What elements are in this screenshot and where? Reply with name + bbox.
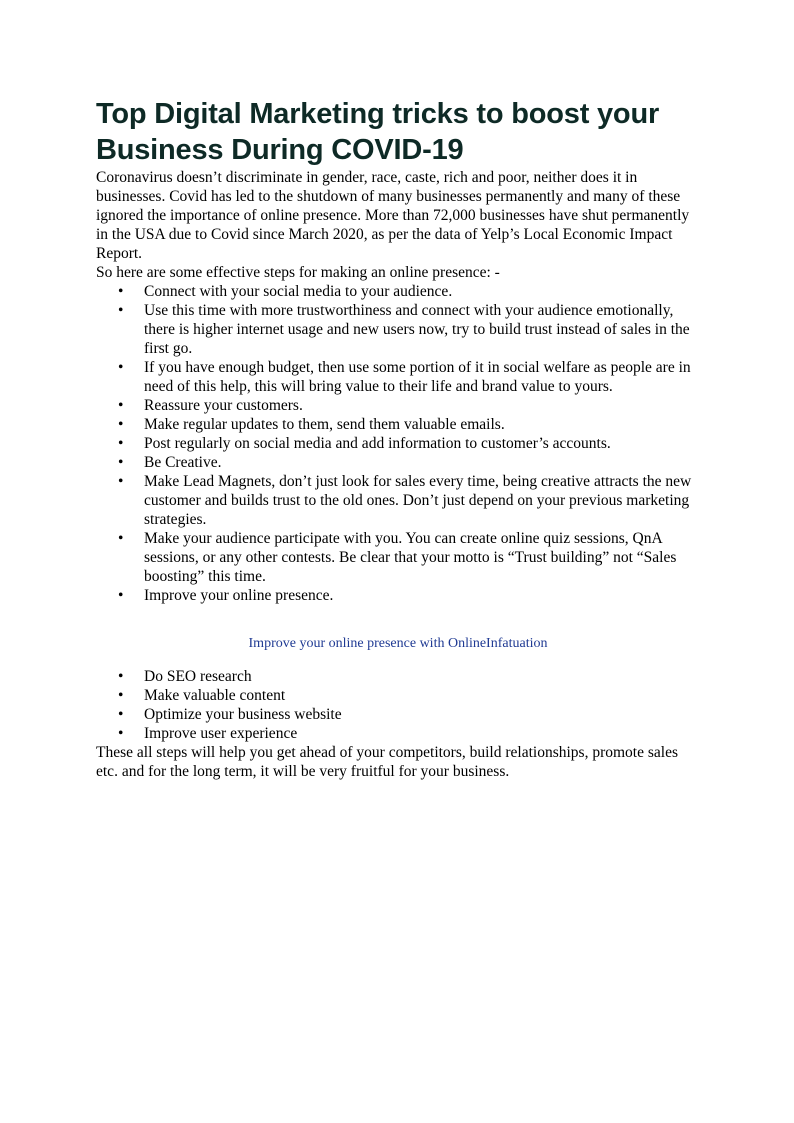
intro-paragraph: Coronavirus doesn’t discriminate in gender, race, caste, rich and poor, neither does it in businesses. Covid has led to the shutdown of many businesses permanently and many of these ignored the importance of online presence. More than 72,000 businesses have shut permanently in the USA due to Covid since March 2020, as per the data of Yelp’s Local Economic Impact Report. xyxy=(96,169,690,262)
bullet-list-seo xyxy=(96,667,700,743)
list-item xyxy=(96,358,700,396)
list-item-text: Connect with your social media to your audience. xyxy=(144,283,453,300)
bullet-icon: • xyxy=(118,706,124,723)
list-item-text: Improve user experience xyxy=(144,725,298,742)
list-item xyxy=(96,586,700,605)
bullet-list-online-presence xyxy=(96,282,700,453)
list-item-text: If you have enough budget, then use some portion of it in social welfare as people are in need of this help, this will bring value to their life and brand value to yours. xyxy=(144,359,691,395)
bullet-list-creative xyxy=(96,453,700,605)
bullet-icon: • xyxy=(118,687,124,704)
list-item-text: Optimize your business website xyxy=(144,706,342,723)
list-item xyxy=(96,396,700,415)
bullet-icon: • xyxy=(118,473,124,490)
bullet-icon: • xyxy=(118,530,124,547)
list-item xyxy=(96,724,700,743)
bullet-icon: • xyxy=(118,587,124,604)
bullet-icon: • xyxy=(118,454,124,471)
list-item xyxy=(96,434,700,453)
bullet-icon: • xyxy=(118,668,124,685)
list-item-text: Make regular updates to them, send them valuable emails. xyxy=(144,416,505,433)
list-item xyxy=(96,529,700,586)
list-item-text: Make valuable content xyxy=(144,687,286,704)
list-item xyxy=(96,667,700,686)
bullet-icon: • xyxy=(118,397,124,414)
bullet-icon: • xyxy=(118,416,124,433)
list-item xyxy=(96,415,700,434)
bullet-icon: • xyxy=(118,725,124,742)
list-item-text: Use this time with more trustworthiness and connect with your audience emotionally, there is higher internet usage and new users now, try to build trust instead of sales in the first go. xyxy=(144,302,690,357)
bullet-icon: • xyxy=(118,283,124,300)
list-item-text: Make your audience participate with you. You can create online quiz sessions, QnA sessions, or any other contests. Be clear that your motto is “Trust building” not “Sales boosting” this time. xyxy=(144,530,677,585)
list-item-text: Post regularly on social media and add information to customer’s accounts. xyxy=(144,435,611,452)
document-page xyxy=(96,96,700,781)
closing-paragraph: These all steps will help you get ahead of your competitors, build relationships, promote sales etc. and for the long term, it will be very fruitful for your business. xyxy=(96,744,678,780)
list-item-text: Improve your online presence. xyxy=(144,587,334,604)
list-item-text: Do SEO research xyxy=(144,668,252,685)
list-item xyxy=(96,282,700,301)
list-item-text: Reassure your customers. xyxy=(144,397,303,414)
list-item xyxy=(96,472,700,529)
steps-lead-paragraph: So here are some effective steps for making an online presence: - xyxy=(96,264,500,281)
list-item xyxy=(96,686,700,705)
article-title: Top Digital Marketing tricks to boost your Business During COVID-19 xyxy=(96,98,660,166)
bullet-icon: • xyxy=(118,435,124,452)
list-item xyxy=(96,705,700,724)
list-item xyxy=(96,453,700,472)
bullet-icon: • xyxy=(118,359,124,376)
bullet-icon: • xyxy=(118,302,124,319)
list-item-text: Make Lead Magnets, don’t just look for sales every time, being creative attracts the new customer and builds trust to the old ones. Don’t just depend on your previous marketing strategies. xyxy=(144,473,692,528)
list-item xyxy=(96,301,700,358)
onlineinfatuation-link[interactable]: Improve your online presence with OnlineInfatuation xyxy=(248,636,548,651)
list-item-text: Be Creative. xyxy=(144,454,222,471)
